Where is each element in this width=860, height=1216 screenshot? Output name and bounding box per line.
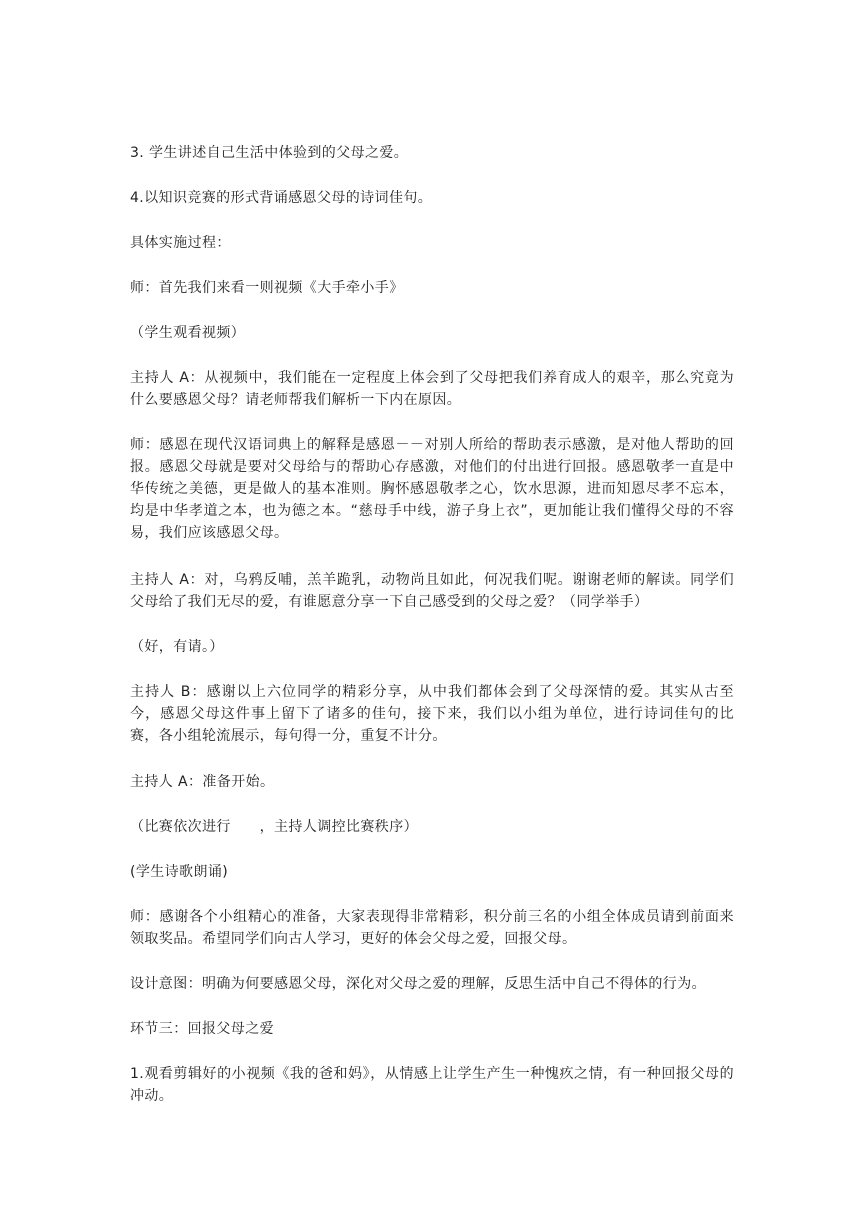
paragraph-15: 设计意图：明确为何要感恩父母，深化对父母之爱的理解，反思生活中自己不得体的行为。	[130, 976, 706, 992]
paragraph-16: 环节三：回报父母之爱	[130, 1021, 274, 1037]
paragraph-1: 3. 学生讲述自己生活中体验到的父母之爱。	[130, 145, 409, 161]
paragraph-3: 具体实施过程：	[130, 235, 231, 251]
paragraph-10: 主持人 B：感谢以上六位同学的精彩分享，从中我们都体会到了父母深情的爱。其实从古至今，感恩父母这件事上留下了诸多的佳句，接下来，我们以小组为单位，进行诗词佳句的比赛，各小组轮流展示，每句得一分，重复不计分。	[130, 684, 734, 744]
paragraph-13: (学生诗歌朗诵)	[130, 864, 229, 880]
paragraph-12: （比赛依次进行 ，主持人调控比赛秩序）	[130, 819, 418, 835]
paragraph-9: （好，有请。）	[130, 639, 224, 655]
paragraph-2: 4.以知识竞赛的形式背诵感恩父母的诗词佳句。	[130, 190, 433, 206]
paragraph-17: 1.观看剪辑好的小视频《我的爸和妈》，从情感上让学生产生一种愧疚之情，有一种回报父母的冲动。	[130, 1066, 734, 1104]
paragraph-8: 主持人 A：对，乌鸦反哺，羔羊跪乳，动物尚且如此，何况我们呢。谢谢老师的解读。同学们父母给了我们无尽的爱，有谁愿意分享一下自己感受到的父母之爱？（同学举手）	[130, 572, 734, 610]
paragraph-11: 主持人 A：准备开始。	[130, 774, 275, 790]
paragraph-4: 师：首先我们来看一则视频《大手牵小手》	[130, 280, 404, 296]
paragraph-14: 师：感谢各个小组精心的准备，大家表现得非常精彩，积分前三名的小组全体成员请到前面来领取奖品。希望同学们向古人学习，更好的体会父母之爱，回报父母。	[130, 909, 734, 947]
paragraph-6: 主持人 A：从视频中，我们能在一定程度上体会到了父母把我们养育成人的艰辛，那么究竟为什么要感恩父母？请老师帮我们解析一下内在原因。	[130, 370, 734, 408]
paragraph-7: 师：感恩在现代汉语词典上的解释是感恩－－对别人所给的帮助表示感激，是对他人帮助的回报。感恩父母就是要对父母给与的帮助心存感激，对他们的付出进行回报。感恩敬孝一直是中华传统之美德，更是做人的基本准则。胸怀感恩敬孝之心，饮水思源，进而知恩尽孝不忘本，均是中华孝道之本，也为德之本。“慈母手中线，游子身上衣”，更加能让我们懂得父母的不容易，我们应该感恩父母。	[130, 437, 734, 541]
paragraph-5: （学生观看视频）	[130, 325, 246, 341]
